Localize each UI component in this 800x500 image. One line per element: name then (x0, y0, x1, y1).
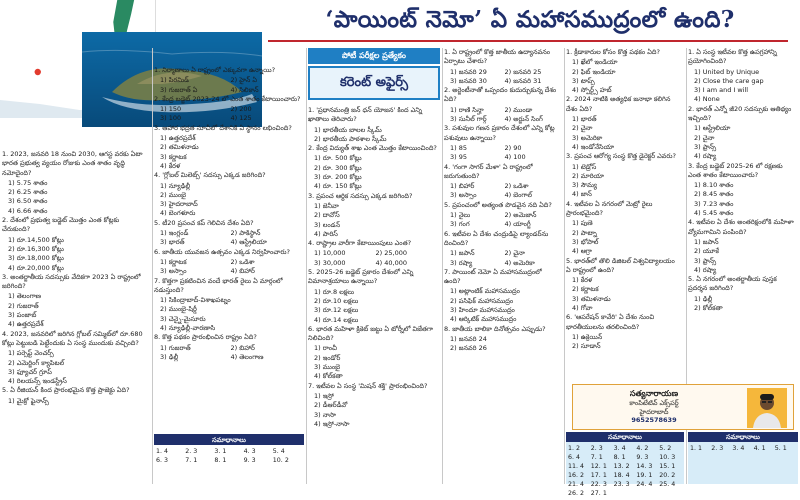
question-option: 1) ఉక్రెయిన్ (572, 332, 603, 341)
answer-entry: 24. 4 (636, 481, 653, 488)
answer-entry: 2. 3 (590, 445, 603, 452)
question-option: 1) భారత్ (572, 115, 597, 124)
answer-entry: 4. 3 (243, 448, 256, 455)
answer-entry: 3. 4 (732, 445, 745, 452)
question-option: 4) జనవరి 31 (504, 76, 542, 85)
answer-entry: 5. 1 (774, 445, 787, 452)
question-option: 1) ఇస్రో (314, 391, 334, 400)
question-option: 2) రూ.10 లక్షలు (314, 296, 359, 305)
question-option: 1) రాంచీ (314, 344, 338, 353)
question-option: 2) సూడాన్ (572, 342, 601, 351)
question-option: 4) అమెరికా (504, 258, 535, 267)
answer-entry: 10. 2 (272, 457, 289, 464)
answer-entry: 1. 4 (156, 448, 169, 455)
answer-entry: 4. 1 (753, 445, 766, 452)
answer-entry: 26. 2 (568, 490, 585, 497)
answer-entry: 27. 1 (590, 490, 607, 497)
question-item: 3. ప్రపంచ ఆర్థిక సదస్సు ఎక్కడ జరిగింది? (308, 191, 413, 200)
question-option: 1) జపాన్ (694, 237, 719, 246)
question-option: 1) మైక్రో ఫైనాన్స్ (8, 396, 49, 405)
question-options (444, 249, 559, 268)
answer-entry: 1. 2 (568, 445, 581, 452)
author-phone: 9652578639 (631, 416, 677, 424)
question-item: 7. పాయింట్ నెమో ఏ మహాసముద్రంలో ఉంది? (444, 267, 542, 286)
question-option: 2) కర్ణాటక (572, 285, 599, 294)
question-option: 4) పారిస్ (314, 229, 338, 238)
question-item: 4. 'గంగా సాగర్ మేళా' ఏ రాష్ట్రంలో జరుగుతుంది? (444, 162, 533, 180)
answer-entry: 5. 4 (272, 448, 285, 455)
question-option: 3) 100 (160, 114, 182, 123)
question-option: 4) తెలంగాణ (230, 352, 264, 361)
question-option: 2) గుజరాత్ (8, 301, 39, 310)
question-item: 1. ఏ సంస్థ ఇటీవల కొత్త ఉపగ్రహాన్ని ప్రయోగించింది? (688, 48, 777, 66)
question-option: 3) రూ. 200 కోట్లు (314, 173, 362, 182)
author-avatar (747, 388, 787, 428)
question-option: 1) కేరళ (572, 276, 593, 285)
answer-key-grid (688, 442, 798, 455)
question-item: 7. కొత్తగా ప్రకటించిన వందే భారత్ రైలు ఏ మార్గంలో నడుస్తుంది? (154, 276, 283, 294)
answer-entry: 17. 1 (590, 472, 607, 479)
answer-entry: 2. 3 (711, 445, 724, 452)
question-option: 2) ముండా (504, 105, 533, 114)
question-option: 4) బెంగళూరు (160, 209, 196, 218)
question-option: 3) హిందూ మహాసముద్రం (450, 306, 515, 315)
question-option: 2) ముంబై-షిర్డీ (160, 305, 197, 314)
question-item: 5. ప్రపంచంలో అత్యంత పొడవైన నది ఏది? (444, 200, 552, 209)
question-item: 4. ఇటీవల ఏ దేశం అంతరిక్షంలోకి మహిళా వ్యోమగామిని పంపింది? (688, 218, 794, 236)
question-option: 4) సిలికాన్ (230, 85, 259, 94)
question-option: 3) రూ.18,000 కోట్లు (8, 254, 64, 263)
question-column-6 (688, 48, 798, 428)
question-option: 2) జనవరి 25 (504, 67, 542, 76)
question-options (154, 344, 301, 363)
question-option: 3) ఫ్యూచర్ గ్రూప్ (8, 367, 52, 376)
question-option: 2) 90 (504, 143, 522, 152)
question-option: 3) పంజాబ్ (8, 311, 37, 320)
question-option: 3) అస్సాం (450, 191, 477, 200)
question-item: 3. ఆహార భద్రత సూచీలో దేశానికి ఏ స్థానం లభించింది? (154, 123, 292, 132)
question-option: 4) రూ.20,000 కోట్లు (8, 263, 64, 272)
question-item: 5. టీ20 ప్రపంచ కప్ గెలిచిన దేశం ఏది? (154, 218, 254, 227)
question-option: 2) ముంబై (160, 190, 187, 199)
question-option: 1) గుజరాత్ (160, 343, 191, 352)
question-option: 2) మారియా (572, 171, 605, 180)
question-option: 4) 6.66 శాతం (8, 206, 48, 215)
question-option: 3) భోపాల్ (572, 237, 599, 246)
answer-key-title: సమాధానాలు (154, 435, 304, 445)
question-option: 2) 8.45 శాతం (694, 190, 734, 199)
question-option: 1) నైలు (450, 211, 471, 220)
answer-entry: 1. 1 (690, 445, 703, 452)
author-place: హైదరాబాద్ (639, 407, 669, 416)
question-option: 4) ఇస్రో-నాసా (314, 419, 350, 428)
question-item: 5. 2025-26 బడ్జెట్ ప్రకారం దేశంలో ఎన్ని విమానాశ్రయాలు ఉన్నాయి? (308, 268, 414, 286)
question-option: 4) 5.45 శాతం (694, 209, 734, 218)
answer-key-title: సమాధానాలు (566, 432, 684, 442)
question-option: 3) రూ.12 లక్షలు (314, 306, 359, 315)
question-option: 4) ఆగ్రా (572, 247, 592, 256)
question-option: 3) లండన్ (314, 220, 341, 229)
question-options (444, 211, 559, 230)
question-option: 2) జనవరి 26 (450, 344, 487, 353)
question-item: 3. అంతర్జాతీయ సదస్సుకు వేదికగా 2023 ఏ రాష్ట్రంలో జరిగింది? (2, 272, 141, 291)
question-options (308, 249, 437, 268)
question-option: 2) పాట్నా (572, 228, 597, 237)
answer-entry: 7. 1 (185, 457, 198, 464)
question-option: 1) పిరమిడ్ (160, 76, 189, 85)
answer-entry: 25. 4 (659, 481, 676, 488)
question-item: 1. 'ప్రధానమంత్రి జన్ ధన్ యోజన' కింద ఎన్ని ఖాతాలు తెరిచారు? (308, 106, 423, 124)
section-badge-title: కరెంట్ అఫైర్స్ (308, 66, 440, 100)
question-item: 2. కేంద్ర బడ్జెట్ 2023-24 లో ఎంత శాతం కేటాయించారు? (154, 94, 301, 103)
page-title: ‘పాయింట్ నెమో’ ఏ మహాసముద్రంలో ఉంది? (325, 6, 735, 33)
location-marker-icon (35, 69, 41, 75)
question-option: 4) ఉత్తరప్రదేశ్ (8, 320, 44, 329)
question-item: 5. భారత్‌లో తొలి డిజిటల్ విశ్వవిద్యాలయం ఏ రాష్ట్రంలో ఉంది? (566, 256, 675, 274)
question-option: 3) గంగ (450, 220, 470, 229)
answer-entry: 3. 1 (214, 448, 227, 455)
question-item: 3. కేంద్ర బడ్జెట్ 2025-26 లో రక్షణకు ఎంత శాతం కేటాయించారు? (688, 161, 783, 179)
question-option: 4) 40,000 (375, 258, 407, 267)
answer-entry: 23. 3 (613, 481, 630, 488)
question-option: 4) None (694, 95, 720, 104)
question-option: 1) జెనీవా (314, 201, 339, 210)
question-option: 3) హైదరాబాద్ (160, 200, 198, 209)
question-option: 2) ఎమెర్జింగ్ క్యాపిటల్ (8, 358, 65, 367)
question-option: 3) 30,000 (314, 258, 346, 267)
question-option: 2) హైన్ ఏ (230, 76, 257, 85)
answer-entry: 4. 2 (636, 445, 649, 452)
question-options (154, 258, 301, 277)
question-item: 2. కేంద్ర విద్యుత్ శాఖ ఎంత మొత్తం కేటాయించింది? (308, 144, 437, 153)
question-option: 1) న్యూఢిల్లీ (160, 181, 191, 190)
answer-entry: 13. 2 (613, 463, 630, 470)
question-option: 3) I am and I will (694, 86, 749, 95)
question-item: 8. కొత్త పథకం ప్రారంభించిన రాష్ట్రం ఏది? (154, 333, 257, 342)
question-item: 6. జాతీయ యువజన ఉత్సవం ఎక్కడ నిర్వహించారు? (154, 247, 291, 256)
answer-entry: 6. 4 (568, 454, 581, 461)
question-option: 1) రూ. 500 కోట్లు (314, 154, 362, 163)
column-divider (306, 48, 307, 484)
question-item: 5. ఏ రీజియన్ కింద ప్రారంభమైన కొత్త ప్రాజెక్టు ఏది? (2, 386, 130, 395)
question-option: 4) కేరళ (160, 161, 181, 170)
question-item: 1. నిర్మాణాలు ఏ రాష్ట్రంలో ఎక్కువగా ఉన్నాయి? (154, 66, 276, 74)
answer-entry: 6. 3 (156, 457, 169, 464)
question-item: 1. 2023, జనవరి 18 నుంచి 2030, ఆగస్ట వరకు ఏటా భారత ప్రభుత్వ వ్యయం రోజుకు ఎంత శాతం వృద్ధి నమోదైంది? (2, 150, 143, 177)
question-option: 2) పాకిస్థాన్ (230, 229, 261, 238)
question-item: 2. అర్జెంటీనాతో ఒప్పందం కుదుర్చుకున్న దేశం ఏది? (444, 86, 557, 104)
question-item: 1. ఏ రాష్ట్రంలో కొత్త జాతీయ ఉద్యానవనం ఏర్పాటు చేశారు? (444, 48, 551, 66)
question-option: 4) రష్యా (694, 152, 717, 161)
question-option: 2) భారతీయ పాఠశాల స్కీమ్ (314, 134, 387, 143)
answer-entry: 8. 1 (613, 454, 626, 461)
question-item: 8. జాతీయ బాలికా దినోత్సవం ఎప్పుడు? (444, 324, 546, 333)
question-option: 3) ఫ్రాన్స్ (694, 256, 717, 265)
question-option: 4) ఆస్ట్రేలియా (230, 238, 267, 247)
answer-entry: 3. 4 (613, 445, 626, 452)
question-option: 2) చైనా (572, 124, 593, 133)
question-option: 1) రూ.14,500 కోట్లు (8, 235, 64, 244)
question-column-5 (566, 48, 684, 428)
question-item: 7. ఇటీవల ఏ సంస్థ 'మిషన్ శక్తి' ప్రారంభించింది? (308, 381, 428, 390)
question-option: 3) జనవరి 30 (450, 76, 487, 85)
question-option: 1) United by Unique (694, 67, 760, 76)
question-item: 4. రాష్ట్రాల వారీగా కేటాయింపులు ఎంత? (308, 239, 412, 248)
answer-entry: 2. 3 (185, 448, 198, 455)
question-option: 2) దావోస్ (314, 211, 340, 220)
answer-key-2 (566, 432, 684, 497)
question-item: 4. ఇటీవల ఏ నగరంలో మెట్రో రైలు ప్రారంభమైంది? (566, 199, 653, 218)
question-option: 2) రూ.16,300 కోట్లు (8, 244, 64, 253)
question-option: 4) న్యూఢిల్లీ-వారణాసి (160, 324, 216, 333)
question-option: 1) అట్లాంటిక్ మహాసముద్రం (450, 287, 520, 296)
question-item: 2. దేశంలో ప్రభుత్వ బడ్జెట్ మొత్తం ఎంత కోట్లకు చేరుకుంది? (2, 216, 120, 234)
question-option: 1) పర్సెప్ట్ వెంచర్స్ (8, 349, 54, 358)
question-option: 1) 8.10 శాతం (694, 181, 734, 190)
question-option: 2) ఒడిశా (230, 257, 255, 266)
answer-entry: 18. 4 (613, 472, 630, 479)
question-option: 2) రూ. 300 కోట్లు (314, 163, 362, 172)
question-option: 3) ఢిల్లీ (160, 352, 179, 361)
question-option: 2) ఫిట్ ఇండియా (572, 67, 616, 76)
answer-entry: 14. 3 (636, 463, 653, 470)
question-option: 4) యాంగ్జీ (504, 220, 531, 229)
section-badge (308, 48, 440, 102)
question-option: 4) 100 (504, 153, 526, 162)
question-option: 1) ఉత్తరప్రదేశ్ (160, 134, 196, 143)
question-option: 1) ఆస్ట్రేలియా (694, 124, 731, 133)
question-options (444, 68, 559, 87)
section-badge-top: పోటీ పరీక్షల ప్రత్యేకం (308, 48, 440, 64)
question-option: 4) స్పోర్ట్స్ హబ్ (572, 86, 612, 95)
question-option: 2) Close the care gap (694, 76, 764, 85)
question-option: 4) జాన్ (572, 190, 592, 199)
question-option: 2) డీఆర్‌డీవో (314, 401, 348, 410)
question-option: 1) సికింద్రాబాద్-విశాఖపట్నం (160, 296, 231, 305)
author-details (579, 389, 729, 425)
question-options (154, 229, 301, 248)
answer-entry: 22. 3 (590, 481, 607, 488)
question-option: 2) అమెజాన్ (504, 211, 537, 220)
question-option: 1) రాణి సిన్హా (450, 105, 484, 114)
question-option: 1) 150 (160, 105, 182, 114)
question-option: 2) 200 (230, 105, 252, 114)
answer-entry: 9. 3 (243, 457, 256, 464)
question-option: 3) 95 (450, 153, 468, 162)
question-option: 1) 10,000 (314, 249, 346, 258)
question-option: 3) రష్యా (450, 258, 473, 267)
question-option: 1) జనవరి 29 (450, 67, 487, 76)
answer-entry: 5. 2 (659, 445, 672, 452)
question-item: 4. 'గ్లోబల్ మిలెట్స్' సదస్సు ఎక్కడ జరిగింది? (154, 171, 266, 180)
question-option: 3) భారత్ (160, 238, 185, 247)
answer-entry: 16. 2 (568, 472, 585, 479)
question-option: 1) రూ.8 లక్షలు (314, 287, 355, 296)
question-option: 2) చైనా (504, 249, 525, 258)
question-option: 1) బిహార్ (450, 182, 475, 191)
author-name: సత్యనారాయణ (629, 389, 679, 398)
question-option: 1) కర్ణాటక (160, 257, 187, 266)
question-option: 3) గుజరాత్ ఏ (160, 85, 198, 94)
question-option: 3) నాసా (314, 410, 336, 419)
question-option: 3) 7.23 శాతం (694, 199, 734, 208)
answer-key-3 (688, 432, 798, 484)
column-divider (442, 48, 443, 484)
question-option: 2) 6.25 శాతం (8, 188, 48, 197)
question-column-1 (2, 150, 150, 484)
question-option: 4) కోల్‌కతా (314, 372, 343, 381)
question-option: 4) రూ. 150 కోట్లు (314, 182, 362, 191)
question-options (444, 182, 559, 201)
question-option: 4) గోవా (572, 304, 593, 313)
question-option: 2) చైనా (694, 133, 715, 142)
question-option: 3) టాప్స్ (572, 76, 595, 85)
answer-entry: 9. 3 (636, 454, 649, 461)
answer-entry: 20. 2 (659, 472, 676, 479)
question-option: 4) రష్యా (694, 265, 717, 274)
question-option: 2) ఇండోర్ (314, 353, 341, 362)
question-option: 1) ఖేలో ఇండియా (572, 58, 618, 67)
question-option: 4) రిలయన్స్ ఇండస్ట్రీస్ (8, 377, 67, 386)
question-option: 2) తమిళనాడు (160, 143, 199, 152)
answer-key-grid (566, 442, 684, 500)
answer-key-1 (154, 434, 304, 484)
question-options (154, 76, 301, 95)
question-item: 3. పశువుల గణన ప్రకారం దేశంలో ఎన్ని కోట్ల పశువులు ఉన్నాయి? (444, 124, 555, 142)
question-option: 4) ఆర్కిటిక్ మహాసముద్రం (450, 315, 517, 324)
answer-key-grid (154, 445, 304, 467)
question-option: 1) భారతీయ బాలల స్కీమ్ (314, 125, 382, 134)
question-option: 2) పసిఫిక్ మహాసముద్రం (450, 296, 514, 305)
answer-entry: 8. 1 (214, 457, 227, 464)
question-option: 4) అర్జున్ సింగ్ (504, 115, 543, 124)
question-item: 2. భారత్ ఎన్నో జీ20 సదస్సుకు ఆతిథ్యం ఇచ్చింది? (688, 104, 792, 123)
question-option: 1) 5.75 శాతం (8, 178, 48, 187)
question-option: 3) అస్సాం (160, 267, 187, 276)
question-option: 1) జపాన్ (450, 249, 475, 258)
question-option: 3) ఫ్రాన్స్ (694, 142, 717, 151)
question-option: 1) జనవరి 24 (450, 334, 487, 343)
answer-entry: 10. 3 (659, 454, 676, 461)
question-item: 4. 2023, జనవరిలో జరిగిన గ్లోబల్ సమ్మిట్‌లో రూ.680 కోట్లు పెట్టుబడి పెట్టేందుకు ఏ సంస్థ ముందుకు వచ్చింది? (2, 329, 143, 347)
question-option: 1) తెలంగాణ (8, 292, 42, 301)
question-option: 3) కర్ణాటక (160, 152, 187, 161)
question-option: 4) రూ.14 లక్షలు (314, 315, 359, 324)
question-column-2 (154, 66, 304, 433)
question-options (444, 106, 559, 125)
question-option: 1) టెడ్రోస్ (572, 162, 597, 171)
question-options (154, 105, 301, 124)
answer-entry: 7. 1 (590, 454, 603, 461)
question-option: 3) సౌమ్య (572, 181, 597, 190)
author-role: కాంపిటేటివ్ ఎక్స్‌పర్ట్ (629, 399, 679, 407)
question-item: 5. ఏ నగరంలో అంతర్జాతీయ పుస్తక ప్రదర్శన జరిగింది? (688, 275, 777, 293)
answer-entry: 21. 4 (568, 481, 585, 488)
question-option: 3) తమిళనాడు (572, 294, 611, 303)
question-option: 4) బెంగాల్ (504, 191, 533, 200)
question-option: 4) ఇండోనేసియా (572, 142, 615, 151)
question-option: 4) 125 (230, 114, 252, 123)
question-option: 1) ఢిల్లీ (694, 294, 713, 303)
answer-entry: 19. 1 (636, 472, 653, 479)
question-option: 1) 85 (450, 143, 468, 152)
question-option: 1) పుణె (572, 219, 593, 228)
question-item: 3. ప్రపంచ ఆరోగ్య సంస్థ కొత్త డైరెక్టర్ ఎవరు? (566, 152, 676, 161)
question-option: 3) 6.50 శాతం (8, 197, 48, 206)
question-option: 3) సునీల్ గార్గ్ (450, 115, 487, 124)
question-option: 3) ముంబై (314, 363, 341, 372)
question-option: 2) కోల్‌కతా (694, 304, 723, 313)
column-divider (152, 48, 153, 484)
question-item: 6. ఇటీవల ఏ దేశం చంద్రుడిపై ల్యాండర్‌ను దించింది? (444, 229, 549, 247)
answer-entry: 15. 1 (659, 463, 676, 470)
question-option: 2) ఒడిశా (504, 182, 529, 191)
question-option: 1) ఇంగ్లండ్ (160, 229, 189, 238)
question-option: 3) అమెరికా (572, 133, 603, 142)
question-option: 3) చెన్నై-మైసూరు (160, 314, 206, 323)
answer-key-title: సమాధానాలు (688, 432, 798, 442)
question-item: 6. 'ఆపరేషన్ కావేరి' ఏ దేశం నుంచి భారతీయులను తరలించింది? (566, 313, 655, 331)
question-item: 6. భారత మహిళా క్రికెట్ జట్టు ఏ టోర్నీలో విజేతగా నిలిచింది? (308, 324, 433, 343)
question-option: 2) యూకే (694, 247, 719, 256)
question-column-4 (444, 48, 562, 484)
question-column-3 (308, 106, 440, 484)
question-item: 2. 2024 నాటికి అత్యధిక జనాభా కలిగిన దేశం ఏది? (566, 95, 671, 113)
question-options (444, 144, 559, 163)
question-option: 2) 25,000 (375, 249, 407, 258)
author-card (572, 384, 794, 430)
question-item: 1. క్రీడాకారుల కోసం కొత్త పథకం ఏది? (566, 48, 660, 56)
title-divider (268, 40, 788, 42)
answer-entry: 11. 4 (568, 463, 585, 470)
answer-entry: 12. 1 (590, 463, 607, 470)
column-divider (564, 48, 565, 484)
question-option: 2) బిహార్ (230, 343, 255, 352)
question-option: 4) బిహార్ (230, 267, 255, 276)
